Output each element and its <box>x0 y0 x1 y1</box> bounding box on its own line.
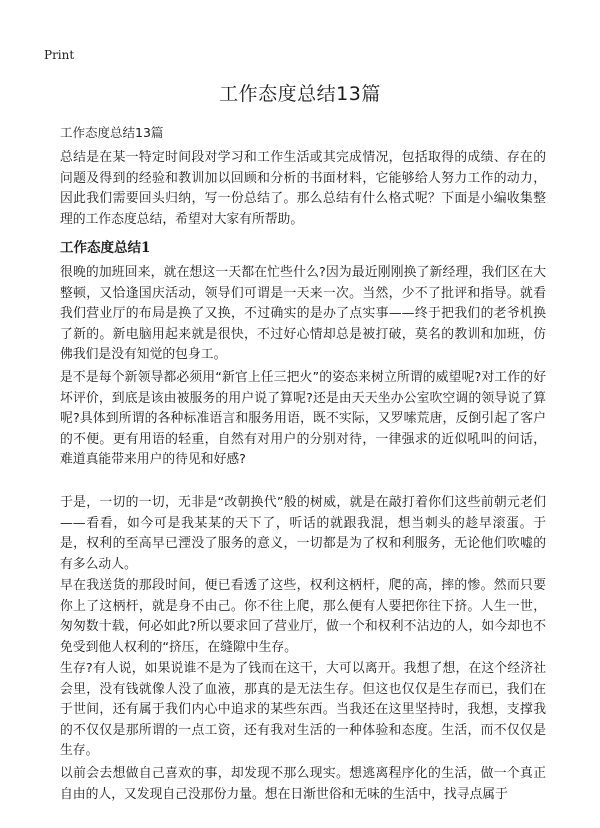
body-paragraph: 以前会去想做自己喜欢的事，却发现不那么现实。想逃离程序化的生活，做一个真正自由的人，又发现自己没那份力量。想在日渐世俗和无味的生活中，找寻点属于 <box>60 766 546 802</box>
document-title: 工作态度总结13篇 <box>219 83 381 105</box>
document-subtitle: 工作态度总结13篇 <box>60 125 164 140</box>
body-paragraph: 很晚的加班回来，就在想这一天都在忙些什么?因为最近刚刚换了新经理，我们区在大整顿，又恰逢国庆活动，领导们可谓是一天来一次。当然，少不了批评和指导。就看我们营业厅的布局是换了又换，不过确实的是办了点实事——终于把我们的老爷机换了新的。新电脑用起来就是很快，不过好心情却总是被打破，莫名的教训和加班，仿佛我们是没有知觉的包身工。 <box>60 265 546 362</box>
body-paragraph: 是不是每个新领导都必须用“新官上任三把火”的姿态来树立所谓的威望呢?对工作的好坏评价，到底是该由被服务的用户说了算呢?还是由天天坐办公室吹空调的领导说了算呢?具体到所谓的各种标准语言和服务用语，既不实际，又罗嗦荒唐，反倒引起了客户的不便。更有用语的轻重，自然有对用户的分别对待，一律强求的近似吼叫的问话，难道真能带来用户的待见和好感? <box>60 370 546 467</box>
body-paragraph: 早在我送货的那段时间，便已看透了这些，权利这柄杆，爬的高，摔的惨。然而只要你上了这柄杆，就是身不由己。你不往上爬，那么便有人要把你往下挤。人生一世，匆匆数十载，何必如此?所以要求回了营业厅，做一个和权利不沾边的人，如今却也不免受到他人权利的“挤压，在缝隙中生存。 <box>60 578 546 655</box>
body-paragraph: 生存?有人说，如果说谁不是为了钱而在这干，大可以离开。我想了想，在这个经济社会里，没有钱就像人没了血液，那真的是无法生存。但这也仅仅是生存而已，我们在于世间，还有属于我们内心中追求的某些东西。当我还在这里坚持时，我想，支撑我的不仅仅是那所谓的一点工资，还有我对生活的一种体验和态度。生活，而不仅仅是生存。 <box>60 661 546 758</box>
section-heading: 工作态度总结1 <box>60 240 151 256</box>
body-paragraph: 于是，一切的一切，无非是“改朝换代”般的树威，就是在敲打着你们这些前朝元老们——看看，如今可是我某某的天下了，听话的就跟我混，想当刺头的趁早滚蛋。于是，权利的至高早已湮没了服务的意义，一切都是为了权和利服务，无论他们吹嘘的有多么动人。 <box>60 495 546 572</box>
print-link[interactable]: Print <box>44 48 75 62</box>
intro-paragraph: 总结是在某一特定时间段对学习和工作生活或其完成情况，包括取得的成绩、存在的问题及得到的经验和教训加以回顾和分析的书面材料，它能够给人努力工作的动力，因此我们需要回头归纳，写一份总结了。那么总结有什么格式呢？下面是小编收集整理的工作态度总结，希望对大家有所帮助。 <box>60 150 546 227</box>
